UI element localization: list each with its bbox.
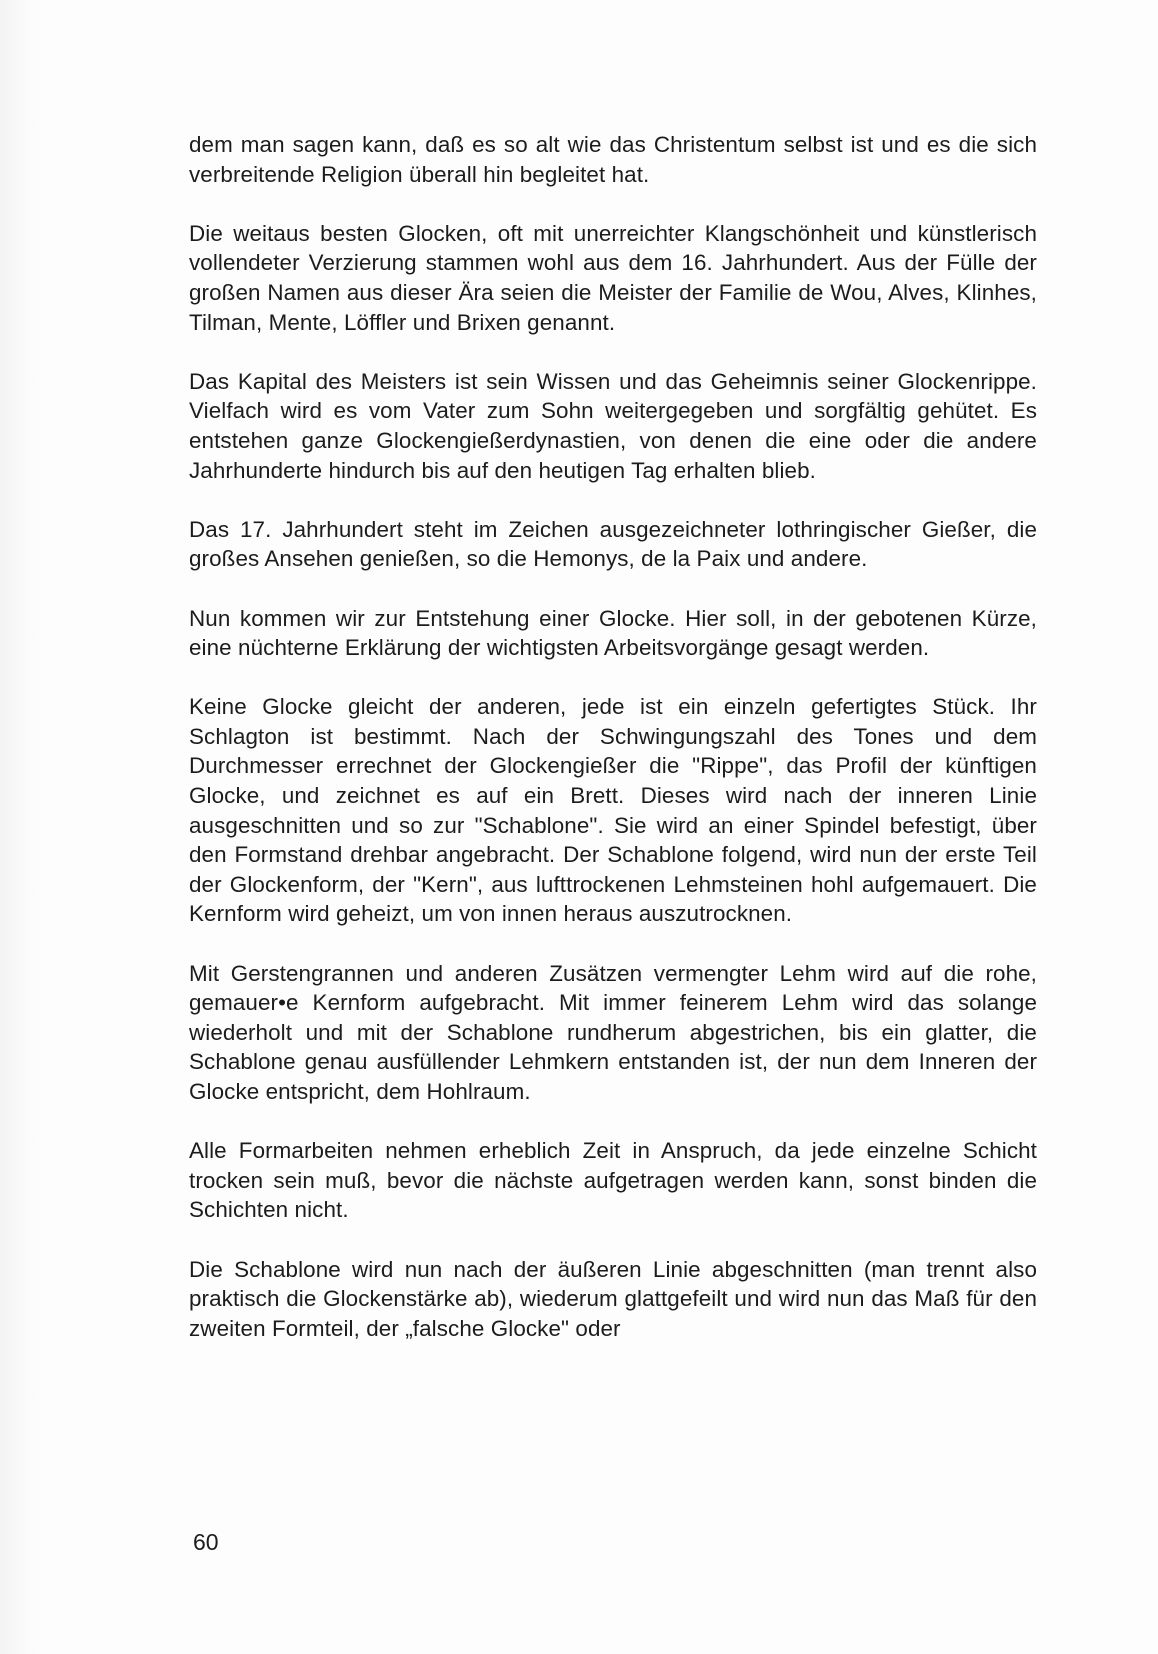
paragraph-9: Die Schablone wird nun nach der äußeren Linie abgeschnitten (man trennt also praktisch die Glockenstärke ab), wiederum glattgefeilt und wird nun das Maß für den zweiten Formteil, der „falsche Glocke" oder (189, 1256, 1037, 1341)
paragraph-7: Mit Gerstengrannen und anderen Zusätzen vermengter Lehm wird auf die rohe, gemauer•e Kernform aufgebracht. Mit immer feinerem Lehm wird das solange wiederholt und mit der Schablone rundherum abgestrichen, bis ein glatter, die Schablone genau ausfüllender Lehmkern entstanden ist, der nun dem Inneren der Glocke entspricht, dem Hohlraum. (189, 960, 1037, 1104)
paragraph-2: Die weitaus besten Glocken, oft mit unerreichter Klangschönheit und künstlerisch vollendeter Verzierung stammen wohl aus dem 16. Jahrhundert. Aus der Fülle der großen Namen aus dieser Ära seien die Meister der Familie de Wou, Alves, Klinhes, Tilman, Mente, Löffler und Brixen genannt. (189, 220, 1037, 335)
paragraph-5: Nun kommen wir zur Entstehung einer Glocke. Hier soll, in der gebotenen Kürze, eine nüchterne Erklärung der wichtigsten Arbeitsvorgänge gesagt werden. (189, 605, 1037, 661)
paragraph-4: Das 17. Jahrhundert steht im Zeichen ausgezeichneter lothringischer Gießer, die großes Ansehen genießen, so die Hemonys, de la Paix und andere. (189, 516, 1037, 572)
paragraph-6: Keine Glocke gleicht der anderen, jede ist ein einzeln gefertigtes Stück. Ihr Schlagton ist bestimmt. Nach der Schwingungszahl des Tones und dem Durchmesser errechnet der Glockengießer die "Rippe", das Profil der künftigen Glocke, und zeichnet es auf ein Brett. Dieses wird nach der inneren Linie ausgeschnitten und so zur "Schablone". Sie wird an einer Spindel befestigt, über den Formstand drehbar angebracht. Der Schablone folgend, wird nun der erste Teil der Glockenform, der "Kern", aus lufttrockenen Lehmsteinen hohl aufgemauert. Die Kernform wird geheizt, um von innen heraus auszutrocknen. (189, 694, 1037, 927)
page-number: 60 (193, 1529, 219, 1555)
paragraph-1: dem man sagen kann, daß es so alt wie das Christentum selbst ist und es die sich verbreitende Religion überall hin begleitet hat. (189, 132, 1037, 187)
paragraph-3: Das Kapital des Meisters ist sein Wissen und das Geheimnis seiner Glockenrippe. Vielfach wird es vom Vater zum Sohn weitergegeben und sorgfältig gehütet. Es entstehen ganze Glockengießerdynastien, von denen die eine oder die andere Jahrhunderte hindurch bis auf den heutigen Tag erhalten blieb. (189, 368, 1037, 483)
binding-shadow (0, 0, 42, 1654)
body-text (189, 130, 1037, 1373)
paragraph-8: Alle Formarbeiten nehmen erheblich Zeit in Anspruch, da jede einzelne Schicht trocken sein muß, bevor die nächste aufgetragen werden kann, sonst binden die Schichten nicht. (189, 1138, 1037, 1223)
